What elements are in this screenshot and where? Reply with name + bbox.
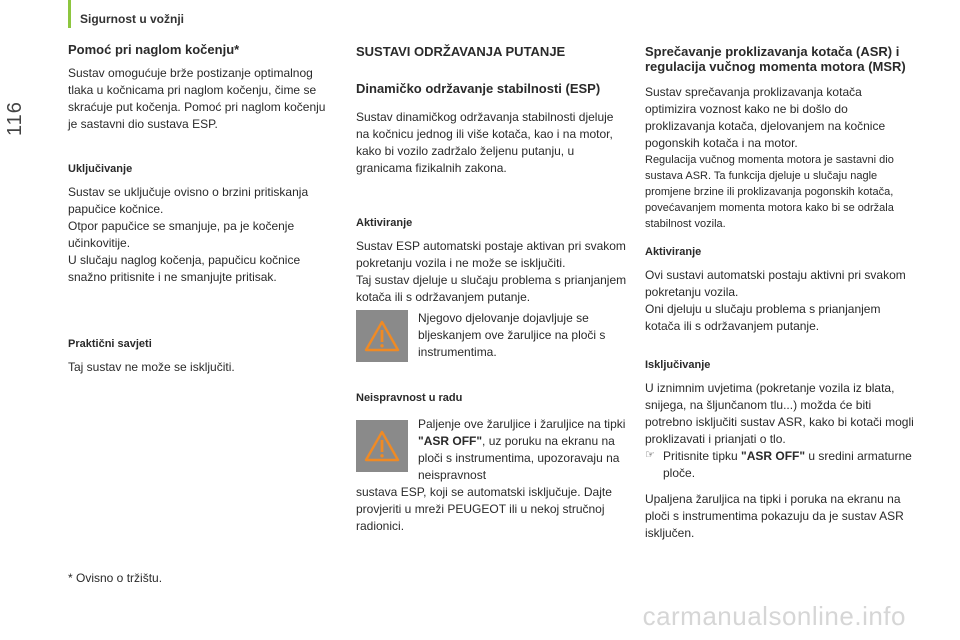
header-accent-bar <box>68 0 71 28</box>
page-number-wrap <box>4 80 34 140</box>
warning-triangle-icon <box>356 310 408 362</box>
asr-deactivation-title: Isključivanje <box>645 359 711 371</box>
asr-activation-title: Aktiviranje <box>645 246 702 258</box>
esp-fault-text-post: , uz poruku na ekranu na ploči s instrumentima, upozoravaju na neispravnost <box>418 434 620 482</box>
brake-assist-intro: Sustav omogućuje brže postizanje optimalnog tlaka u kočnicama pri naglom kočenju, čime se skraćuje put kočenja. Pomoć pri naglom kočenju je sastavni dio sustava ESP. <box>68 66 326 131</box>
asr-deactivation-text: U iznimnim uvjetima (pokretanje vozila iz blata, snijega, na šljunčanom tlu...) možda će biti potrebno isključiti sustav ASR, kako bi kotači mogli proklizavati i prianjati o tlo. <box>645 381 914 446</box>
warning-triangle-icon <box>356 420 408 472</box>
trajectory-systems-title: SUSTAVI ODRŽAVANJA PUTANJE <box>356 44 566 59</box>
brake-assist-activation-title: Uključivanje <box>68 163 133 175</box>
brake-assist-title: Pomoć pri naglom kočenju* <box>68 42 240 57</box>
esp-fault-text <box>418 416 628 484</box>
esp-activation-line-2: Taj sustav djeluje u slučaju problema s prianjanjem kotača ili s održavanjem putanje. <box>356 273 627 304</box>
esp-fault-text-pre: Paljenje ove žaruljice i žaruljice na tipki <box>418 417 626 431</box>
esp-activation-warning-text: Njegovo djelovanje dojavljuje se bljeskanjem ove žaruljice na ploči s instrumentima. <box>418 311 606 359</box>
esp-activation-warning-row <box>356 310 628 362</box>
column-asr <box>645 44 915 542</box>
asr-off-button-label: "ASR OFF" <box>741 449 806 463</box>
asr-bullet-post: u sredini armaturne ploče. <box>663 449 912 480</box>
brake-assist-activation-line-1: Sustav se uključuje ovisno o brzini pritiskanja papučice kočnice. <box>68 185 309 216</box>
asr-title: Sprečavanje proklizavanja kotača (ASR) i regulacija vučnog momenta motora (MSR) <box>645 44 906 74</box>
asr-activation-line-1: Ovi sustavi automatski postaju aktivni pri svakom pokretanju vozila. <box>645 268 906 299</box>
brake-assist-activation-line-2: Otpor papučice se smanjuje, pa je kočenje učinkovitije. <box>68 219 295 250</box>
esp-fault-warning-row <box>356 416 628 484</box>
asr-off-label: "ASR OFF" <box>418 434 483 448</box>
asr-off-instruction <box>645 448 915 482</box>
pointing-hand-icon: ☞ <box>645 449 655 461</box>
column-esp <box>356 44 628 535</box>
asr-activation-line-2: Oni djeluju u slučaju problema s prianjanjem kotača ili s održavanjem putanje. <box>645 302 881 333</box>
asr-off-instruction-text <box>663 448 915 482</box>
brake-assist-tips-text: Taj sustav ne može se isključiti. <box>68 360 235 374</box>
asr-intro-main: Sustav sprečavanja proklizavanja kotača optimizira voznost kako ne bi došlo do proklizavanja kotača, djelovanjem na kočnice pogonskih kotača i na motor. <box>645 85 886 150</box>
esp-intro: Sustav dinamičkog održavanja stabilnosti djeluje na kočnicu jednog ili više kotača, kao i na motor, kako bi vozilo zadržalo željenu putanju, u granicama fizikalnih zakona. <box>356 110 614 175</box>
section-header-title: Sigurnost u vožnji <box>80 12 184 26</box>
footnote: * Ovisno o tržištu. <box>68 571 163 585</box>
esp-activation-line-1: Sustav ESP automatski postaje aktivan pri svakom pokretanju vozila i ne može se isključiti. <box>356 239 626 270</box>
page-number: 116 <box>4 101 26 136</box>
watermark: carmanualsonline.info <box>642 601 906 631</box>
esp-activation-title: Aktiviranje <box>356 217 413 229</box>
brake-assist-tips-title: Praktični savjeti <box>68 338 152 350</box>
asr-bullet-pre: Pritisnite tipku <box>663 449 742 463</box>
esp-fault-title: Neispravnost u radu <box>356 392 463 404</box>
esp-fault-text-continued: sustava ESP, koji se automatski isključuje. Dajte provjeriti u mreži PEUGEOT ili u nekoj stručnoj radionici. <box>356 485 612 533</box>
esp-subtitle: Dinamičko održavanje stabilnosti (ESP) <box>356 81 601 96</box>
asr-result-text: Upaljena žaruljica na tipki i poruka na ekranu na ploči s instrumentima pokazuju da je sustav ASR isključen. <box>645 492 904 540</box>
column-brake-assist <box>68 42 330 376</box>
asr-intro-msr: Regulacija vučnog momenta motora je sastavni dio sustava ASR. Ta funkcija djeluje u slučaju nagle promjene brzine ili proklizavanja pogonskih kotača, povećavanjem momenta motora kako bi se održala stabilnost vozila. <box>645 154 894 230</box>
brake-assist-activation-line-3: U slučaju naglog kočenja, papučicu kočnice snažno pritisnite i ne smanjujte pritisak. <box>68 253 301 284</box>
